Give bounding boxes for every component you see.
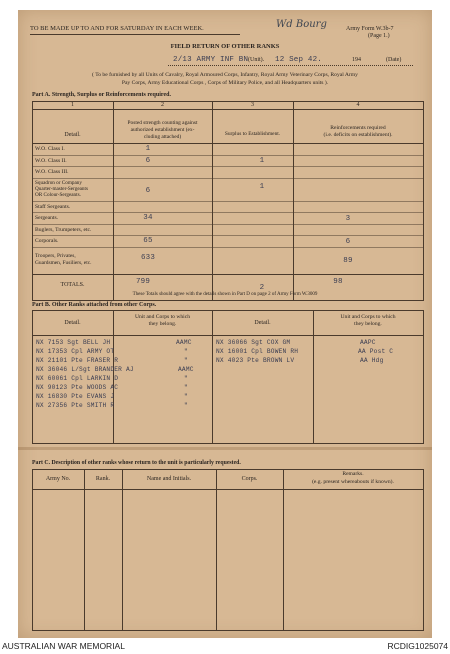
part-c-header-remarks-2: (e.g. present whereabouts if known). xyxy=(312,479,394,485)
row-posted: 6 xyxy=(145,187,151,195)
part-c-header-remarks-1: Remarks. xyxy=(342,471,364,477)
row-rule xyxy=(32,247,423,248)
part-b-header-rule xyxy=(32,335,423,336)
part-b-header-unit-right-2: they belong. xyxy=(354,321,382,327)
part-c-col-divider xyxy=(283,469,284,630)
instructions-line-2: Pay Corps, Army Educational Corps , Corps of Military Police, and all Headquarters units ). xyxy=(121,80,329,86)
attached-unit: AAMC xyxy=(178,366,194,373)
row-posted: 6 xyxy=(145,157,151,165)
row-posted: 65 xyxy=(143,237,153,245)
row-posted: 1 xyxy=(145,145,151,153)
part-a-number-row-rule xyxy=(32,109,423,110)
attached-unit: AAPC xyxy=(360,339,376,346)
row-detail: Buglers, Trumpeters, etc. xyxy=(35,227,92,233)
row-detail: Quarter-master-Sergeants xyxy=(35,186,88,192)
footer-record-id: RCDIG1025074 xyxy=(387,641,448,651)
attached-detail: NX 27356 Pte SMITH R xyxy=(36,402,115,409)
header-posted-2: authorized establishment (ex- xyxy=(130,127,195,133)
row-rule xyxy=(32,235,423,236)
page-number: (Page 1.) xyxy=(368,33,390,39)
part-c-heading: Part C. Description of other ranks whose return to the unit is particularly requested. xyxy=(32,460,241,466)
row-detail: OR Colour-Sergeants. xyxy=(35,192,81,198)
row-surplus: 1 xyxy=(259,183,265,191)
attached-detail: NX 17353 Cpl ARMY OT xyxy=(36,348,115,355)
part-c-header-rank: Rank. xyxy=(95,476,111,482)
attached-unit: " xyxy=(184,402,188,409)
attached-unit: " xyxy=(184,348,188,355)
attached-detail: NX 4023 Pte BROWN LV xyxy=(216,357,295,364)
row-detail: W.O. Class III. xyxy=(35,169,69,175)
top-instruction: TO BE MADE UP TO AND FOR SATURDAY IN EACH WEEK. xyxy=(30,25,204,32)
row-rule xyxy=(32,178,423,179)
form-title: FIELD RETURN OF OTHER RANKS xyxy=(170,43,280,50)
date-label: (Date) xyxy=(386,57,402,63)
attached-detail: NX 16830 Pte EVANS J xyxy=(36,393,115,400)
part-a-header-rule xyxy=(32,143,423,144)
footer-source: AUSTRALIAN WAR MEMORIAL xyxy=(2,641,125,651)
part-c-header-rule xyxy=(32,489,423,490)
part-c-col-divider xyxy=(122,469,123,630)
attached-unit: AAMC xyxy=(176,339,192,346)
attached-detail: NX 16001 Cpl BOWEN RH xyxy=(216,348,299,355)
col-number-3: 3 xyxy=(251,102,254,108)
army-form-page xyxy=(18,10,432,638)
header-detail: Detail. xyxy=(64,132,81,138)
unit-date-rule xyxy=(168,65,413,66)
header-reinforcements-1: Reinforcements required xyxy=(330,125,386,131)
row-reinforcements: 3 xyxy=(345,215,351,223)
row-detail: Sergeants. xyxy=(35,215,59,221)
top-instruction-underline xyxy=(30,34,240,35)
part-b-col-divider xyxy=(313,310,314,443)
row-posted: 34 xyxy=(143,214,153,222)
handwritten-note: Wd Bourg xyxy=(276,19,327,30)
row-reinforcements: 89 xyxy=(343,257,353,265)
row-detail: W.O. Class I. xyxy=(35,146,65,152)
header-posted-1: Posted strength counting against xyxy=(127,120,198,126)
row-rule xyxy=(32,166,423,167)
part-b-header-unit-left-2: they belong. xyxy=(148,321,177,327)
attached-unit: AA Post C xyxy=(358,348,394,355)
unit-typed: 2/13 ARMY INF BN xyxy=(173,56,249,64)
totals-surplus: 2 xyxy=(259,284,265,292)
row-rule xyxy=(32,212,423,213)
row-posted: 633 xyxy=(140,254,156,262)
part-b-header-detail-left: Detail. xyxy=(64,320,81,326)
date-typed: 12 Sep 42. xyxy=(275,56,323,64)
part-c-header-corps: Corps. xyxy=(241,476,258,482)
row-rule xyxy=(32,224,423,225)
attached-unit: " xyxy=(184,384,188,391)
row-rule xyxy=(32,155,423,156)
totals-footnote: These Totals should agree with the details shown in Part D on page 2 of Army Form W.3009 xyxy=(132,292,318,297)
form-number: Army Form W.3b-7 xyxy=(346,26,394,32)
part-c-col-divider xyxy=(216,469,217,630)
row-detail: W.O. Class II. xyxy=(35,158,67,164)
col-number-2: 2 xyxy=(161,102,164,108)
row-detail: Staff Sergeants. xyxy=(35,204,71,210)
totals-label: TOTALS. xyxy=(60,282,85,288)
year-blank: 194 xyxy=(352,57,361,63)
part-b-header-unit-right-1: Unit and Corps to which xyxy=(340,314,396,320)
attached-unit: " xyxy=(184,393,188,400)
part-c-table xyxy=(32,469,424,631)
totals-rule xyxy=(32,274,423,275)
part-b-header-unit-left-1: Unit and Corps to which xyxy=(134,314,190,320)
part-b-col-divider xyxy=(212,310,213,443)
paper-fold xyxy=(18,447,432,450)
header-posted-3: cluding attached) xyxy=(143,134,182,140)
row-surplus: 1 xyxy=(259,157,265,165)
row-detail: Squadron or Company xyxy=(35,180,82,186)
attached-detail: NX 7153 Sgt BELL JH xyxy=(36,339,111,346)
attached-detail: NX 36066 Sgt COX GM xyxy=(216,339,291,346)
row-rule xyxy=(32,201,423,202)
totals-reinforcements: 98 xyxy=(333,278,343,286)
totals-posted: 799 xyxy=(135,278,151,286)
attached-detail: NX 21101 Pte FRASER R xyxy=(36,357,119,364)
col-number-1: 1 xyxy=(71,102,74,108)
col-number-4: 4 xyxy=(356,102,360,108)
part-c-col-divider xyxy=(84,469,85,630)
instructions-line-1: ( To be furnished by all Units of Cavalry, Royal Armoured Corps, Infantry, Royal Army Veterinary Corps, Royal Army xyxy=(92,72,358,78)
archive-footer xyxy=(0,640,450,654)
part-b-header-detail-right: Detail. xyxy=(254,320,271,326)
unit-label: (Unit). xyxy=(248,57,265,63)
attached-unit: AA Hdg xyxy=(360,357,384,364)
header-surplus: Surplus to Establishment. xyxy=(224,131,281,137)
attached-detail: NX 90123 Pte WOODS AC xyxy=(36,384,119,391)
part-c-header-name: Name and Initials. xyxy=(146,476,192,482)
row-detail: Corporals. xyxy=(35,238,59,244)
header-reinforcements-2: (i.e. deficits on establishment). xyxy=(323,132,393,138)
part-b-heading: Part B. Other Ranks attached from other Corps. xyxy=(32,302,157,308)
part-c-header-army-no: Army No. xyxy=(45,476,71,482)
row-detail: Troopers, Privates, xyxy=(35,253,76,259)
row-detail: Guardsmen, Fusiliers, etc. xyxy=(35,260,92,266)
part-a-heading: Part A. Strength, Surplus or Reinforcements required. xyxy=(32,92,171,98)
attached-detail: NX 36046 L/Sgt BRANDER AJ xyxy=(36,366,134,373)
attached-detail: NX 60061 Cpl LARKIN D xyxy=(36,375,119,382)
attached-unit: " xyxy=(184,375,188,382)
row-reinforcements: 6 xyxy=(345,238,351,246)
attached-unit: " xyxy=(184,357,188,364)
